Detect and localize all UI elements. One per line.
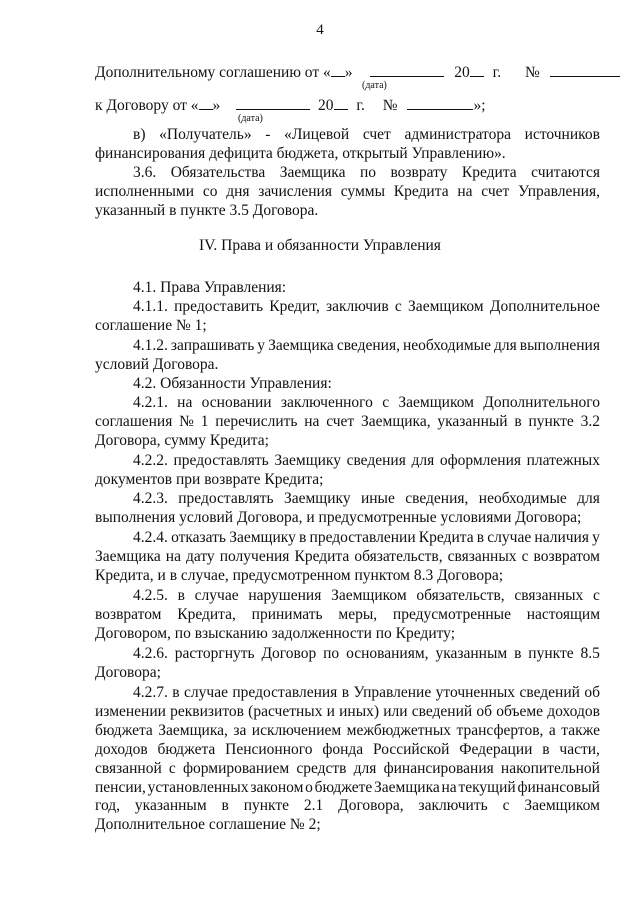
number-blank — [407, 95, 473, 110]
text-line: Договора; — [95, 663, 161, 681]
paragraph-4-1-2 — [95, 337, 600, 375]
text-line: 4.1.2. запрашивать у Заемщика сведения, необходимые для выполнения — [133, 337, 600, 354]
number-sign: № — [524, 64, 540, 81]
paragraph-4-2-1 — [95, 394, 600, 451]
text-line: 4.2. Обязанности Управления: — [133, 375, 332, 392]
text-line: условий Договора. — [95, 355, 219, 373]
paragraph-4-2-3 — [95, 490, 600, 528]
year-blank — [334, 95, 348, 110]
paragraph-4-2-7 — [95, 684, 600, 835]
text-line: Договором, по взысканию задолженности по Кредиту; — [95, 624, 456, 642]
text-line: возвратом Кредита, принимать меры, предусмотренные настоящим — [95, 605, 600, 623]
agreement-header-line — [95, 95, 600, 115]
month-blank — [236, 95, 310, 110]
day-blank — [331, 62, 345, 77]
text-line: Заемщика на дату получения Кредита обязательств, связанных с возвратом — [95, 547, 600, 565]
text-line: выполнения условий Договора, и предусмотренные условиями Договора; — [95, 508, 582, 526]
day-blank — [199, 95, 213, 110]
text-line: пенсии, установленных законом о бюджете Заемщика на текущий финансовый — [95, 778, 600, 796]
page-number: 4 — [316, 22, 324, 38]
month-blank — [370, 62, 444, 77]
text-line: год, указанным в пункте 2.1 Договора, заключить с Заемщиком — [95, 797, 600, 815]
header-end: »; — [473, 97, 486, 114]
text-line: 4.2.5. в случае нарушения Заемщиком обязательств, связанных с — [133, 587, 600, 604]
text-line: соглашение № 1; — [95, 316, 207, 334]
quote-close: » — [212, 97, 221, 114]
text-line: бюджета Заемщика, за исключением межбюджетных трансфертов, а также — [95, 721, 600, 739]
supplement-prefix: Дополнительному соглашению от « — [95, 64, 331, 81]
text-line: 4.1.1. предоставить Кредит, заключив с Заемщиком Дополнительное — [133, 298, 600, 315]
text-line: исполненными со дня зачисления суммы Кредита на счет Управления, — [95, 182, 600, 200]
text-line: финансирования дефицита бюджета, открытый Управлению». — [95, 144, 506, 162]
year-prefix: 20 — [318, 97, 334, 114]
section-heading: IV. Права и обязанности Управления — [199, 237, 441, 254]
text-line: Дополнительное соглашение № 2; — [95, 816, 321, 834]
text-line: соглашения № 1 перечислить на счет Заемщика, указанный в пункте 3.2 — [95, 412, 600, 430]
year-suffix: г. — [492, 64, 502, 81]
text-line: изменении реквизитов (расчетных и иных) или сведений об объеме доходов — [95, 702, 600, 720]
text-line: Кредита, и в случае, предусмотренном пунктом 8.3 Договора; — [95, 566, 504, 584]
text-line: доходов бюджета Пенсионного фонда Российской Федерации в части, — [95, 740, 600, 758]
number-sign: № — [382, 97, 398, 114]
paragraph-4-1-1 — [95, 298, 600, 336]
text-line: документов при возврате Кредита; — [95, 470, 324, 488]
text-line: в) «Получатель» - «Лицевой счет администратора источников — [133, 126, 600, 143]
year-prefix: 20 — [454, 64, 470, 81]
agreement-prefix: к Договору от « — [95, 97, 199, 114]
text-line: 4.2.1. на основании заключенного с Заемщиком Дополнительного — [133, 394, 600, 411]
text-line: 4.2.6. расторгнуть Договор по основаниям, указанным в пункте 8.5 — [133, 645, 600, 662]
date-caption: (дата) — [238, 113, 263, 124]
text-line: 4.2.3. предоставлять Заемщику иные сведения, необходимые для — [133, 490, 600, 507]
text-line: связанной с формированием средств для финансирования накопительной — [95, 759, 600, 777]
text-line: 4.2.4. отказать Заемщику в предоставлении Кредита в случае наличия у — [133, 529, 600, 546]
text-line: 3.6. Обязательства Заемщика по возврату Кредита считаются — [133, 164, 600, 181]
paragraph-4-2-2 — [95, 452, 600, 490]
year-blank — [470, 62, 484, 77]
paragraph-3-6 — [95, 164, 600, 221]
text-line: 4.2.7. в случае предоставления в Управление уточненных сведений об — [133, 684, 600, 701]
supplement-header-line — [95, 62, 600, 82]
paragraph-4-2-6 — [95, 645, 600, 683]
paragraph-4-2-4 — [95, 529, 600, 586]
text-line: указанный в пункте 3.5 Договора. — [95, 201, 319, 219]
date-caption: (дата) — [362, 80, 387, 91]
paragraph-recipient — [95, 126, 600, 164]
paragraph-4-1 — [95, 279, 600, 298]
text-line: 4.2.2. предоставлять Заемщику сведения для оформления платежных — [133, 452, 600, 469]
text-line: 4.1. Права Управления: — [133, 279, 287, 296]
quote-close: » — [344, 64, 353, 81]
text-line: Договора, сумму Кредита; — [95, 431, 269, 449]
year-suffix: г. — [356, 97, 365, 114]
paragraph-4-2 — [95, 375, 600, 394]
paragraph-4-2-5 — [95, 587, 600, 644]
number-blank — [550, 62, 620, 77]
